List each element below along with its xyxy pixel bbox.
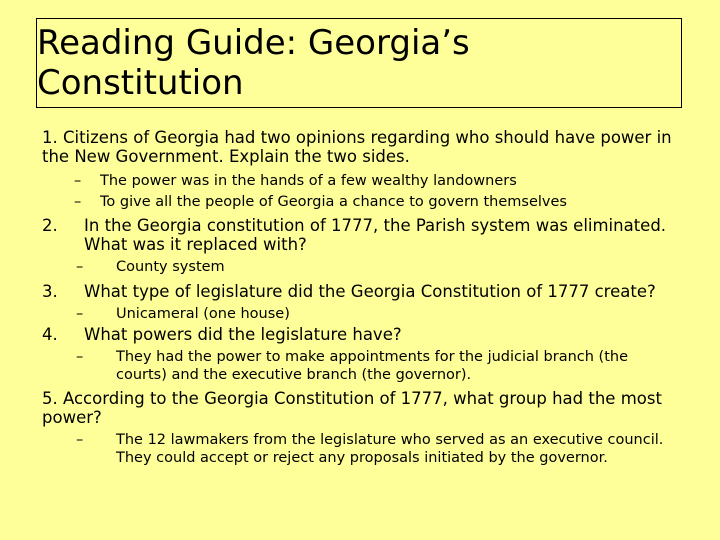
answer-5 <box>76 431 676 467</box>
question-text: What powers did the legislature have? <box>84 325 402 344</box>
bullet-dash: – <box>74 173 82 189</box>
page-title: Reading Guide: Georgia’s Constitution <box>37 23 470 103</box>
question-text: In the Georgia constitution of 1777, the Parish system was eliminated. What was it replaced with? <box>84 216 667 254</box>
answer-text: Unicameral (one house) <box>116 306 290 322</box>
bullet-dash: – <box>76 432 84 448</box>
question-2 <box>42 216 672 254</box>
question-number: 2. <box>42 216 58 235</box>
question-3 <box>42 282 672 301</box>
title-box <box>36 18 682 108</box>
answer-text: County system <box>116 259 225 275</box>
answer-text: They had the power to make appointments for the judicial branch (the courts) and the executive branch (the governor). <box>116 349 629 383</box>
bullet-dash: – <box>74 194 82 210</box>
bullet-dash: – <box>76 306 84 322</box>
answer-text: To give all the people of Georgia a chance to govern themselves <box>100 194 567 210</box>
question-4 <box>42 325 672 344</box>
answer-1b <box>74 193 674 211</box>
answer-3 <box>76 305 636 323</box>
answer-text: The 12 lawmakers from the legislature who served as an executive council. They could accept or reject any proposals initiated by the governor. <box>116 432 664 466</box>
question-5: 5. According to the Georgia Constitution of 1777, what group had the most power? <box>42 389 662 427</box>
answer-text: The power was in the hands of a few wealthy landowners <box>100 173 517 189</box>
answer-4 <box>76 348 656 384</box>
bullet-dash: – <box>76 349 84 365</box>
question-number: 4. <box>42 325 58 344</box>
bullet-dash: – <box>76 259 84 275</box>
answer-2 <box>76 258 636 276</box>
answer-1a <box>74 172 674 190</box>
question-number: 3. <box>42 282 58 301</box>
question-text: What type of legislature did the Georgia Constitution of 1777 create? <box>84 282 656 301</box>
question-1: 1. Citizens of Georgia had two opinions regarding who should have power in the New Government. Explain the two sides. <box>42 128 672 166</box>
